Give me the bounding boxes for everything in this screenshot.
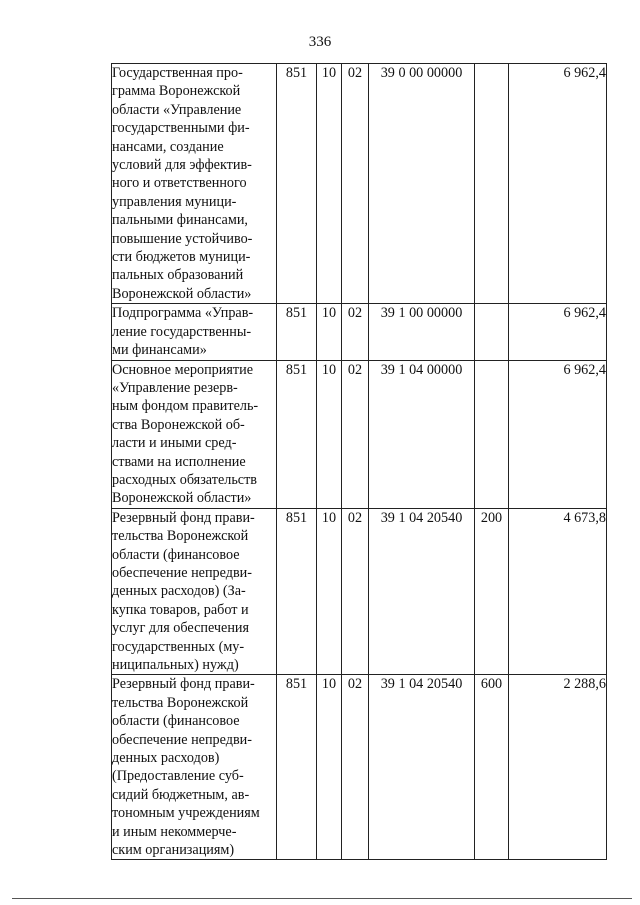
section-cell: 10 — [317, 304, 342, 360]
target-article-cell: 39 1 04 20540 — [369, 508, 475, 675]
page-number: 336 — [308, 34, 332, 50]
target-article-cell: 39 1 04 00000 — [369, 360, 475, 508]
table-row — [112, 508, 607, 675]
subsection-cell: 02 — [342, 360, 369, 508]
subsection-cell: 02 — [342, 64, 369, 304]
expense-type-cell — [475, 64, 509, 304]
subsection-cell: 02 — [342, 304, 369, 360]
page-bottom-rule — [12, 898, 632, 899]
row-name-cell: Резервный фонд прави- тельства Воронежской области (финансовое обеспечение непредви- денных расходов) (Предоставление суб- сидий бюджетным, ав- тономным учреждениям и иным некоммерче- ским организациям) — [112, 675, 277, 860]
row-name-cell: Резервный фонд прави- тельства Воронежской области (финансовое обеспечение непредви- денных расходов) (За- купка товаров, работ и услуг для обеспечения государственных (му- ниципальных) нужд) — [112, 508, 277, 675]
subsection-cell: 02 — [342, 675, 369, 860]
table-row — [112, 64, 607, 304]
amount-cell: 6 962,4 — [509, 64, 607, 304]
subsection-cell: 02 — [342, 508, 369, 675]
row-name-cell: Государственная про- грамма Воронежской области «Управление государственными фи- нансами, создание условий для эффектив- ного и ответственного управления муници- пальными финансами, повышение устойчиво- сти бюджетов муници- пальных образований Воронежской области» — [112, 64, 277, 304]
table-row — [112, 360, 607, 508]
target-article-cell: 39 1 04 20540 — [369, 675, 475, 860]
amount-cell: 6 962,4 — [509, 360, 607, 508]
section-cell: 10 — [317, 64, 342, 304]
section-cell: 10 — [317, 675, 342, 860]
expense-type-cell — [475, 304, 509, 360]
expense-type-cell — [475, 360, 509, 508]
amount-cell: 4 673,8 — [509, 508, 607, 675]
amount-cell: 2 288,6 — [509, 675, 607, 860]
expense-type-cell: 600 — [475, 675, 509, 860]
grbs-cell: 851 — [277, 360, 317, 508]
row-name-cell: Основное мероприятие «Управление резерв- ным фондом правитель- ства Воронежской об- ласти и иными сред- ствами на исполнение расходных обязательств Воронежской области» — [112, 360, 277, 508]
table-row — [112, 304, 607, 360]
grbs-cell: 851 — [277, 508, 317, 675]
grbs-cell: 851 — [277, 64, 317, 304]
target-article-cell: 39 0 00 00000 — [369, 64, 475, 304]
budget-table — [111, 63, 607, 860]
expense-type-cell: 200 — [475, 508, 509, 675]
table-row — [112, 675, 607, 860]
amount-cell: 6 962,4 — [509, 304, 607, 360]
grbs-cell: 851 — [277, 675, 317, 860]
section-cell: 10 — [317, 508, 342, 675]
section-cell: 10 — [317, 360, 342, 508]
grbs-cell: 851 — [277, 304, 317, 360]
target-article-cell: 39 1 00 00000 — [369, 304, 475, 360]
row-name-cell: Подпрограмма «Управ- ление государственны- ми финансами» — [112, 304, 277, 360]
